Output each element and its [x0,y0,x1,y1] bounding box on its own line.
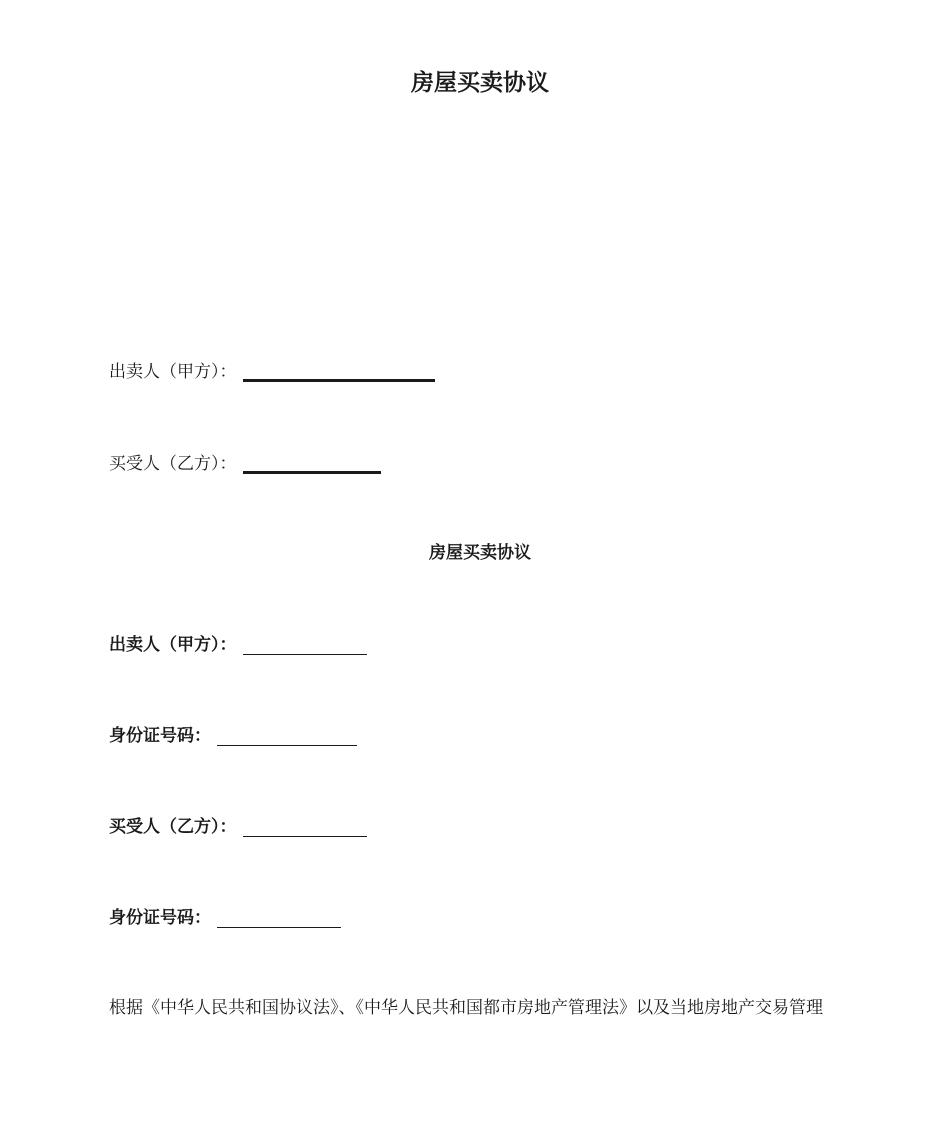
legal-basis-paragraph: 根据《中华人民共和国协议法》、《中华人民共和国都市房地产管理法》以及当地房地产交易管理 [109,998,823,1018]
buyer-id-label: 身份证号码： [109,908,211,928]
header-seller-field [109,357,435,382]
seller-id-blank[interactable] [217,727,357,746]
buyer-label: 买受人（乙方）： [109,817,237,837]
seller-id-label: 身份证号码： [109,726,211,746]
seller-label: 出卖人（甲方）： [109,635,237,655]
document-title: 房屋买卖协议 [411,70,549,96]
seller-id-field [109,721,357,746]
header-buyer-label: 买受人（乙方）： [109,454,237,474]
buyer-id-blank[interactable] [217,909,341,928]
buyer-id-field [109,903,341,928]
header-seller-label: 出卖人（甲方）： [109,362,237,382]
buyer-blank[interactable] [243,818,367,837]
seller-field [109,630,367,655]
header-buyer-blank[interactable] [243,453,381,474]
document-subtitle: 房屋买卖协议 [429,543,531,563]
header-buyer-field [109,449,381,474]
seller-blank[interactable] [243,636,367,655]
header-seller-blank[interactable] [243,361,435,382]
buyer-field [109,812,367,837]
